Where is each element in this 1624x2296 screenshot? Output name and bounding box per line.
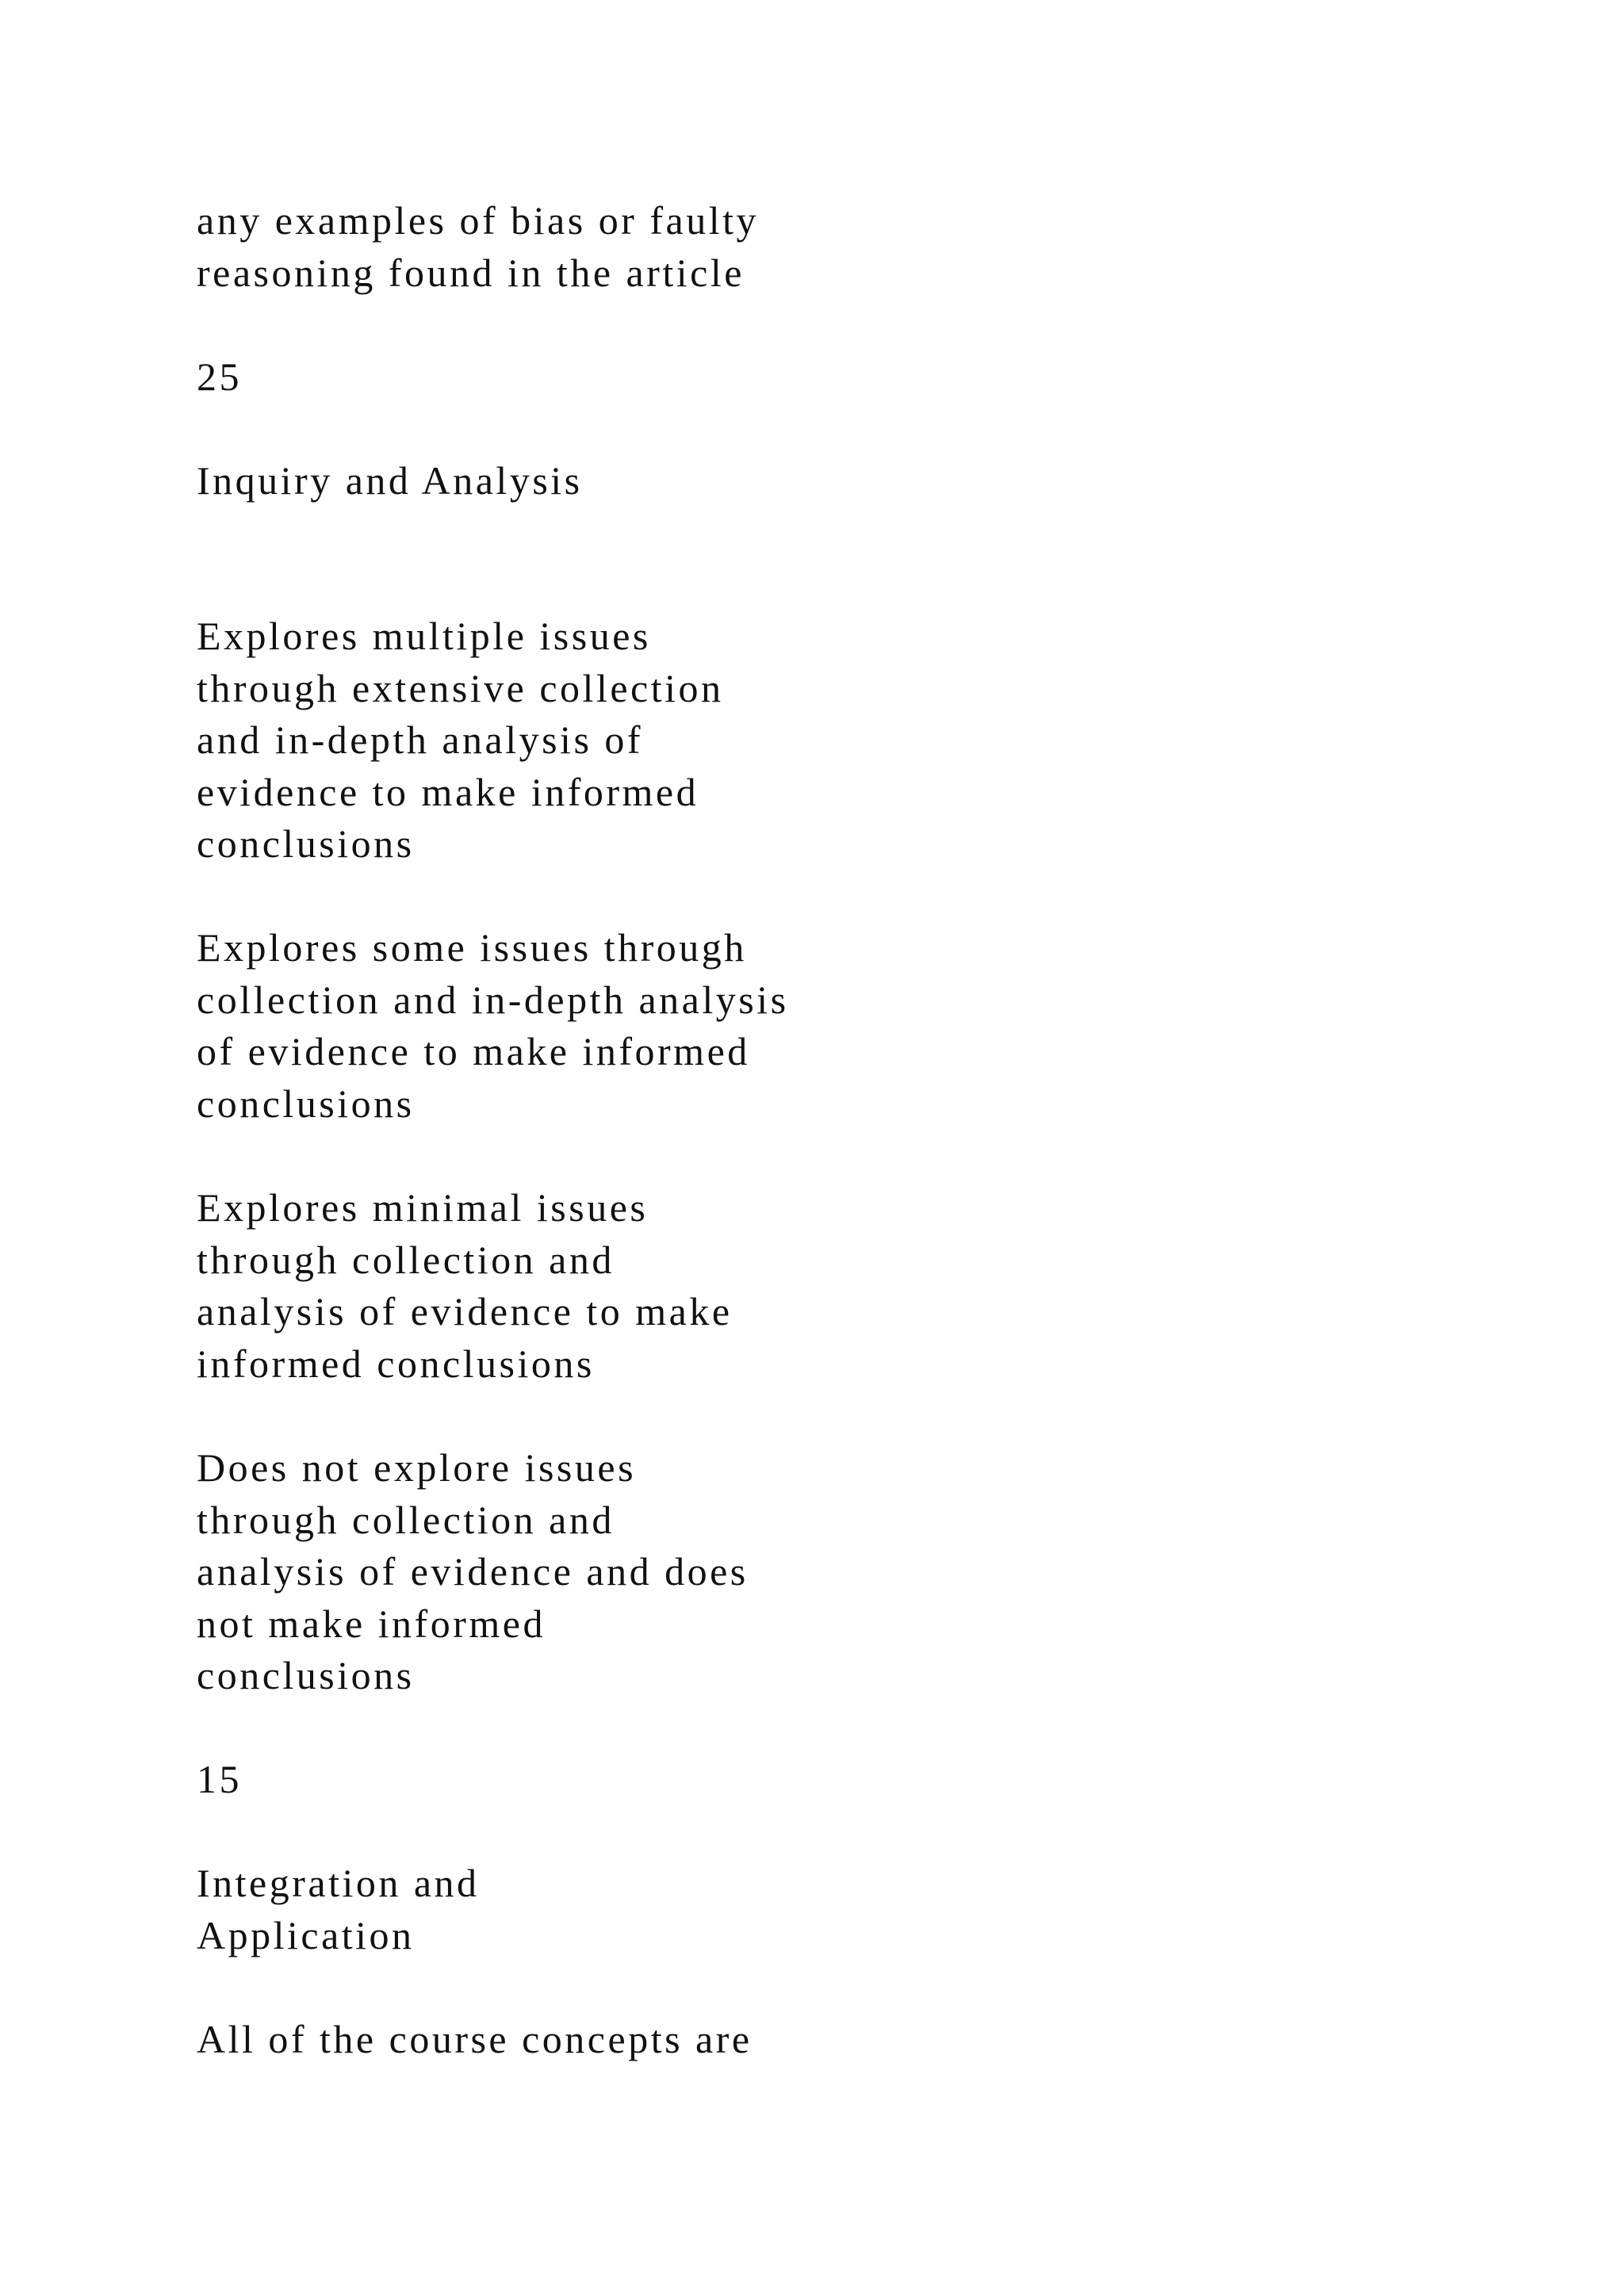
criterion-heading-inquiry-analysis: Inquiry and Analysis [197, 458, 583, 503]
text-block-bias-criterion: any examples of bias or faulty reasoning found in the article [197, 198, 759, 295]
rating-description-exemplary: Explores multiple issues through extensive collection and in-depth analysis of evidence to make informed conclusions [197, 614, 724, 866]
criterion-heading-integration: Integration and Application [197, 1861, 480, 1957]
rating-description-proficient: Explores some issues through collection and in-depth analysis of evidence to make informed conclusions [197, 925, 789, 1126]
rating-description-insufficient: Does not explore issues through collection and analysis of evidence and does not make informed conclusions [197, 1445, 749, 1697]
text-block-course-concepts: All of the course concepts are [197, 2017, 753, 2061]
rating-description-developing: Explores minimal issues through collection and analysis of evidence to make informed conclusions [197, 1185, 733, 1386]
points-value-25: 25 [197, 354, 242, 399]
points-value-15: 15 [197, 1757, 242, 1801]
